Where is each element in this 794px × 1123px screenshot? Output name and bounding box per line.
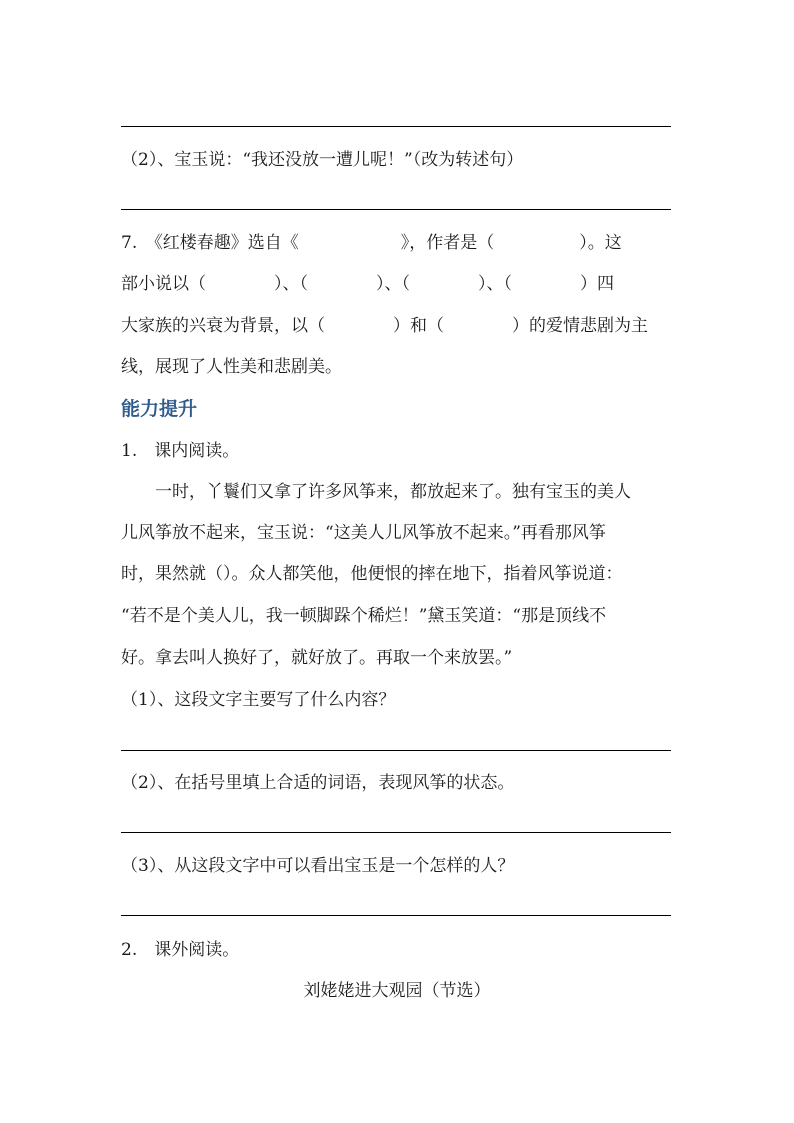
question-2-title: 2. 课外阅读。 — [121, 940, 240, 960]
question-7-line-2: 部小说以（ ）、（ ）、（ ）、（ ）四 — [121, 274, 614, 294]
question-1-sub-3: （3）、从这段文字中可以看出宝玉是一个怎样的人？ — [121, 856, 515, 876]
question-7-line-3: 大家族的兴衰为背景，以（ ）和（ ）的爱情悲剧为主 — [121, 316, 648, 336]
question-1-sub-1: （1）、这段文字主要写了什么内容？ — [121, 690, 396, 710]
passage-line: “若不是个美人儿，我一顿脚跺个稀烂！”黛玉笑道：“那是顶线不 — [121, 606, 607, 626]
question-7-line-4: 线，展现了人性美和悲剧美。 — [121, 357, 342, 377]
passage-line: 好。拿去叫人换好了，就好放了。再取一个来放罢。” — [121, 648, 513, 668]
section-heading: 能力提升 — [121, 398, 198, 420]
answer-line — [121, 750, 671, 751]
question-1-sub-2: （2）、在括号里填上合适的词语，表现风筝的状态。 — [121, 773, 515, 793]
passage-line: 时，果然就（）。众人都笑他，他便恨的摔在地下，指着风筝说道： — [121, 564, 623, 584]
question-7-line-1: 7. 《红楼春趣》选自《 》，作者是（ ）。这 — [121, 233, 622, 253]
answer-line — [121, 915, 671, 916]
question-1-title: 1. 课内阅读。 — [121, 441, 240, 461]
passage-line: 儿风筝放不起来，宝玉说：“这美人儿风筝放不起来。”再看那风筝 — [121, 523, 606, 543]
answer-line — [121, 126, 671, 127]
answer-line — [121, 209, 671, 210]
passage-line: 一时，丫鬟们又拿了许多风筝来，都放起来了。独有宝玉的美人 — [155, 482, 631, 502]
question-6-2: （2）、宝玉说：“我还没放一遭儿呢！”（改为转述句） — [121, 150, 524, 170]
answer-line — [121, 832, 671, 833]
passage-title: 刘姥姥进大观园（节选） — [303, 981, 491, 1001]
